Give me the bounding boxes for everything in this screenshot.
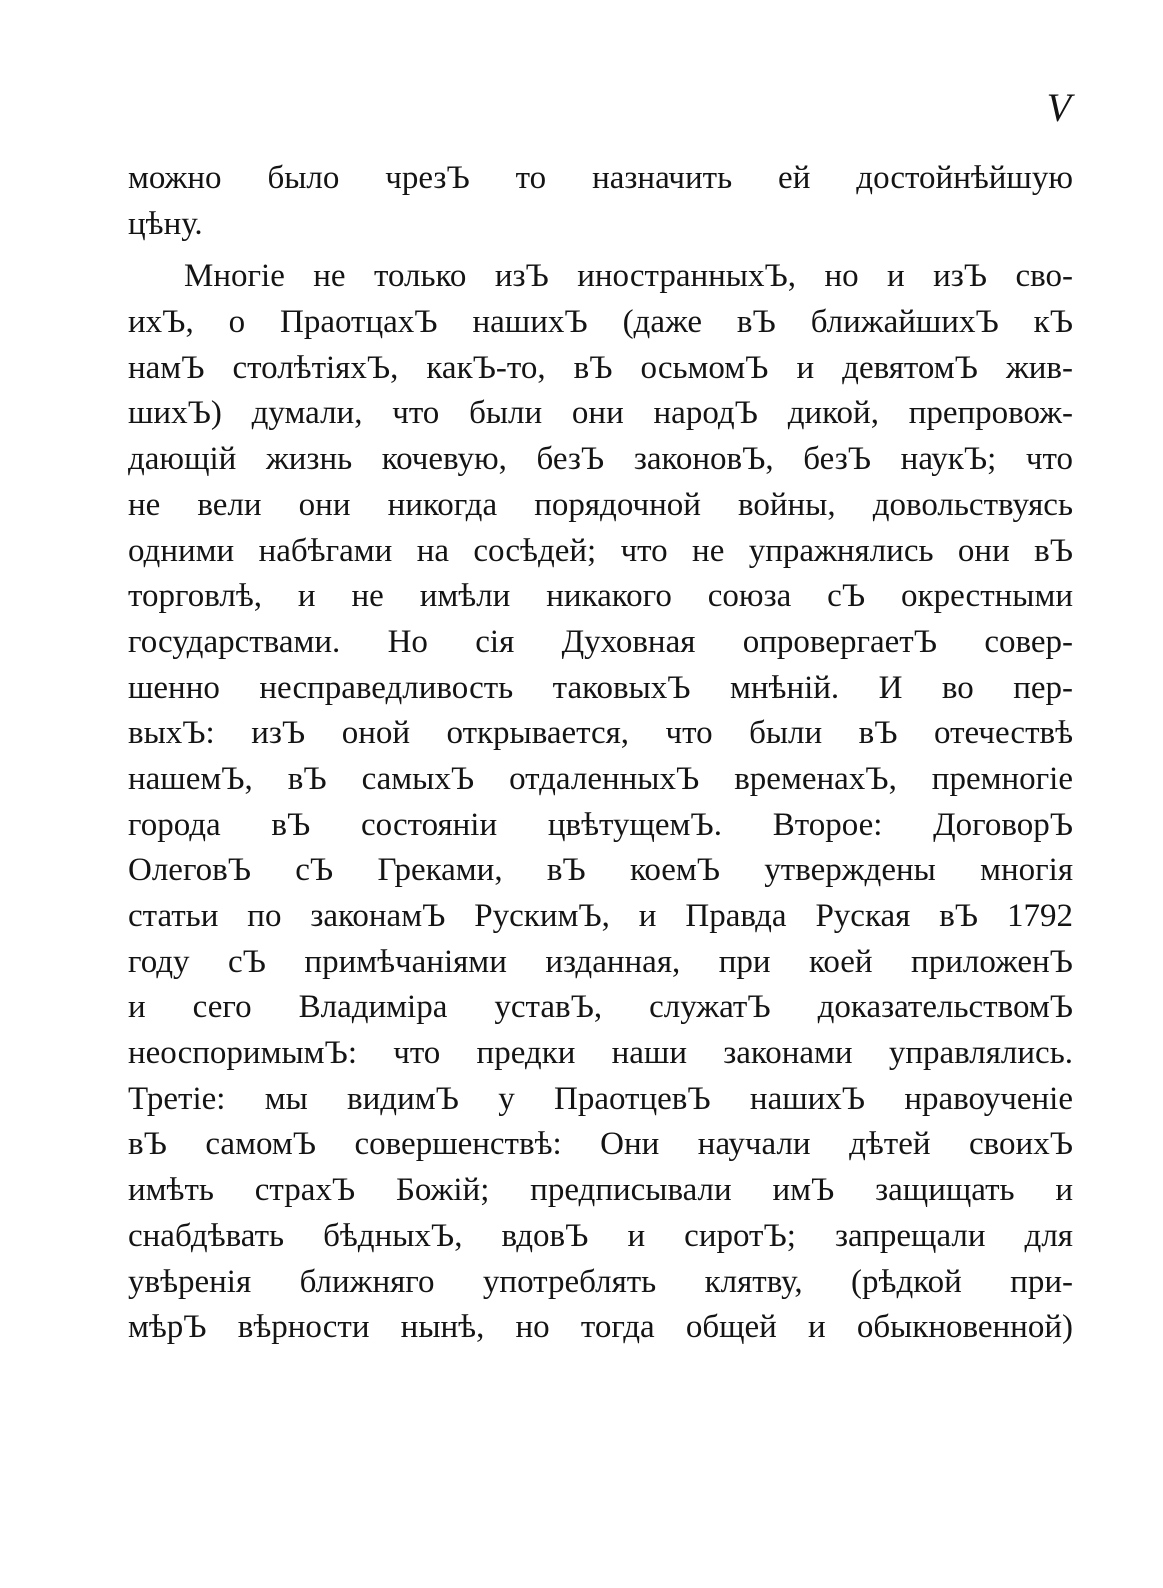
text-line: ихЪ, о ПраотцахЪ нашихЪ (даже вЪ ближайшихЪ кЪ [128,304,1073,341]
text-line: намЪ столѣтiяхЪ, какЪ-то, вЪ осьмомЪ и девятомЪ жив- [128,349,1073,386]
paragraph-2 [128,254,1073,1351]
text-line: цѣну. [128,205,203,242]
text-line: торговлѣ, и не имѣли никакого союза сЪ окрестными [128,578,1073,615]
text-line: Многiе не только изЪ иностранныхЪ, но и изЪ сво- [184,258,1073,295]
text-line: статьи по законамЪ РускимЪ, и Правда Руская вЪ 1792 [128,898,1073,934]
text-line: не вели они никогда порядочной войны, довольствуясь [128,486,1073,523]
text-line: государствами. Но сiя Духовная опровергаетЪ совер- [128,623,1073,660]
page-number: V [1046,85,1071,130]
text-line: города вЪ состоянiи цвѣтущемЪ. Второе: ДоговорЪ [128,806,1073,843]
paragraph-1 [128,156,1073,247]
text-line: выхЪ: изЪ оной открывается, что были вЪ отечествѣ [128,715,1073,752]
paragraph-gap [128,247,1073,254]
text-line: Третiе: мы видимЪ у ПраотцевЪ нашихЪ нравоученiе [128,1080,1073,1117]
text-line: имѣть страхЪ Божiй; предписывали имЪ защищать и [128,1172,1073,1209]
text-line: неоспоримымЪ: что предки наши законами управлялись. [128,1035,1073,1072]
text-line: и сего Владимiра уставЪ, служатЪ доказательствомЪ [128,989,1073,1026]
text-line: одними набѣгами на сосѣдей; что не упражнялись они вЪ [128,532,1073,569]
text-line: вЪ самомЪ совершенствѣ: Они научали дѣтей своихЪ [128,1126,1073,1163]
text-line: мѣрЪ вѣрности нынѣ, но тогда общей и обыкновенной) [128,1309,1073,1346]
text-line: ОлеговЪ сЪ Греками, вЪ коемЪ утверждены многiя [128,852,1073,889]
text-line: дающiй жизнь кочевую, безЪ законовЪ, безЪ наукЪ; что [128,441,1073,478]
text-line: нашемЪ, вЪ самыхЪ отдаленныхЪ временахЪ, премногiе [128,760,1073,797]
text-line: шихЪ) думали, что были они народЪ дикой, препровож- [128,395,1073,432]
text-line: шенно несправедливость таковыхЪ мнѣнiй. И во пер- [128,669,1073,706]
text-line: можно было чрезЪ то назначить ей достойнѣйшую [128,160,1073,196]
text-line: году сЪ примѣчанiями изданная, при коей приложенЪ [128,943,1073,980]
text-line: снабдѣвать бѣдныхЪ, вдовЪ и сиротЪ; запрещали для [128,1217,1073,1254]
text-block [128,156,1073,1351]
text-line: увѣренiя ближняго употреблять клятву, (рѣдкой при- [128,1263,1073,1300]
